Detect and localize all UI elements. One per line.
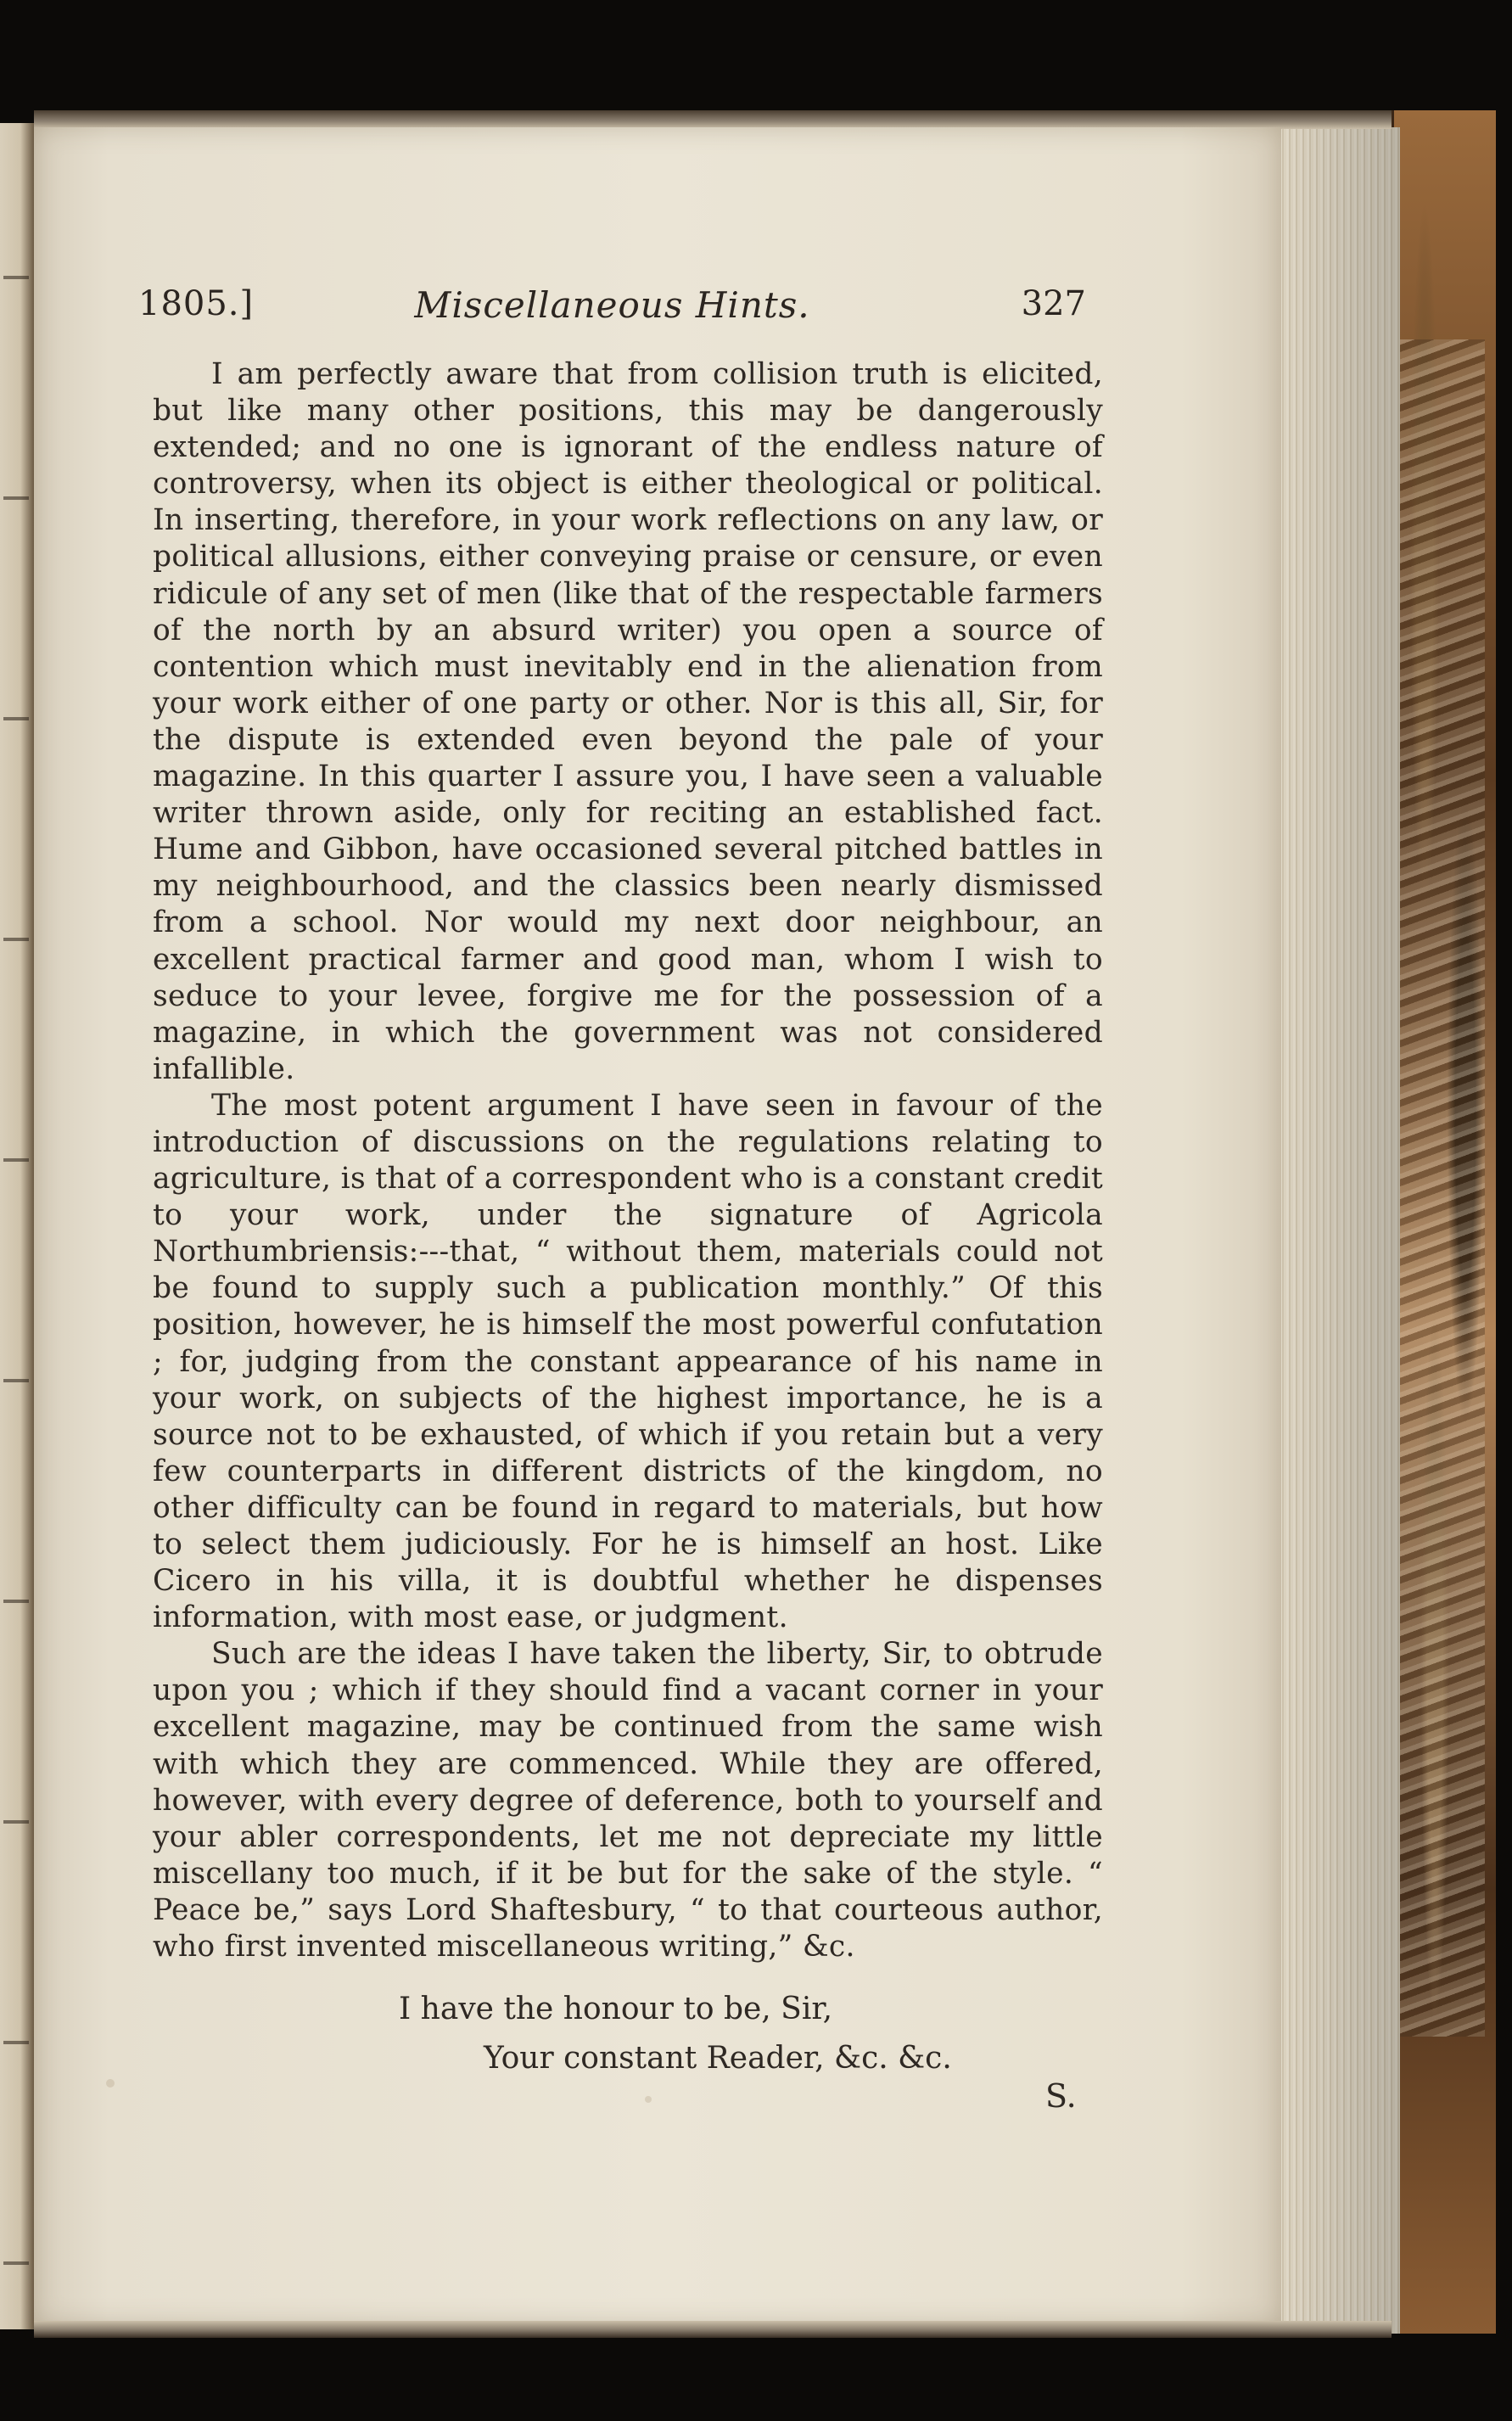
paragraph-3: Such are the ideas I have taken the liberty, Sir, to obtrude upon you ; which if they should find a vacant corner in your excellent magazine, may be continued from the same wish with which they are commenced. While they are offered, however, with every degree of deference, both to yourself and your abler correspondents, let me not depreciate my little miscellany too much, if it be but for the sake of the style. “ Peace be,” says Lord Shaftesbury, “ to that courteous author, who first invented miscellaneous writing,” &c. [153, 1637, 1103, 1964]
page-number: 327 [1021, 284, 1086, 323]
foxing-spot [645, 2096, 652, 2103]
fore-edge-shadow [1273, 127, 1400, 2334]
paragraph-1: I am perfectly aware that from collision truth is elicited, but like many other positions, this may be dangerously extended; and no one is ignorant of the endless nature of controversy, when its object is either theological or political. In inserting, therefore, in your work reflections on any law, or political allusions, either conveying praise or censure, or even ridicule of any set of men (like that of the respectable farmers of the north by an absurd writer) you open a source of contention which must inevitably end in the alienation from your work either of one party or other. Nor is this all, Sir, for the dispute is extended even beyond the pale of your magazine. In this quarter I assure you, I have seen a valuable writer thrown aside, only for reciting an established fact. Hume and Gibbon, have occasioned several pitched battles in my neighbourhood, and the classics been nearly dismissed from a school. Nor would my next door neighbour, an excellent practical farmer and good man, whom I wish to seduce to your levee, forgive me for the possession of a magazine, in which the government was not considered infallible. [153, 357, 1103, 1086]
paragraph-2: The most potent argument I have seen in favour of the introduction of discussions on the regulations relating to agriculture, is that of a correspondent who is a constant credit to your work, under the signature of Agricola Northumbriensis:---that, “ without them, materials could not be found to supply such a publication monthly.” Of this position, however, he is himself the most powerful confutation ; for, judging from the constant appearance of his name in your work, on subjects of the highest importance, he is a source not to be exhausted, of which if you retain but a very few counterparts in different districts of the kingdom, no other difficulty can be found in regard to materials, but how to select them judiciously. For he is himself an host. Like Cicero in his villa, it is doubtful whether he dispenses information, with most ease, or judgment. [153, 1088, 1103, 1635]
body-text [153, 356, 1103, 1965]
facing-page-text-edge [3, 123, 29, 2329]
running-head-date: 1805.] [138, 284, 255, 323]
foxing-spot [106, 2079, 115, 2088]
running-head-title: Miscellaneous Hints. [414, 284, 810, 326]
signature: S. [1045, 2077, 1077, 2115]
page-top-edge [34, 110, 1392, 129]
closing-line-1: I have the honour to be, Sir, [399, 1992, 833, 2026]
closing-line-2: Your constant Reader, &c. &c. [484, 2041, 952, 2076]
running-head [138, 284, 1086, 335]
marbled-pattern [1400, 339, 1485, 2037]
page-bottom-edge [34, 2321, 1392, 2338]
